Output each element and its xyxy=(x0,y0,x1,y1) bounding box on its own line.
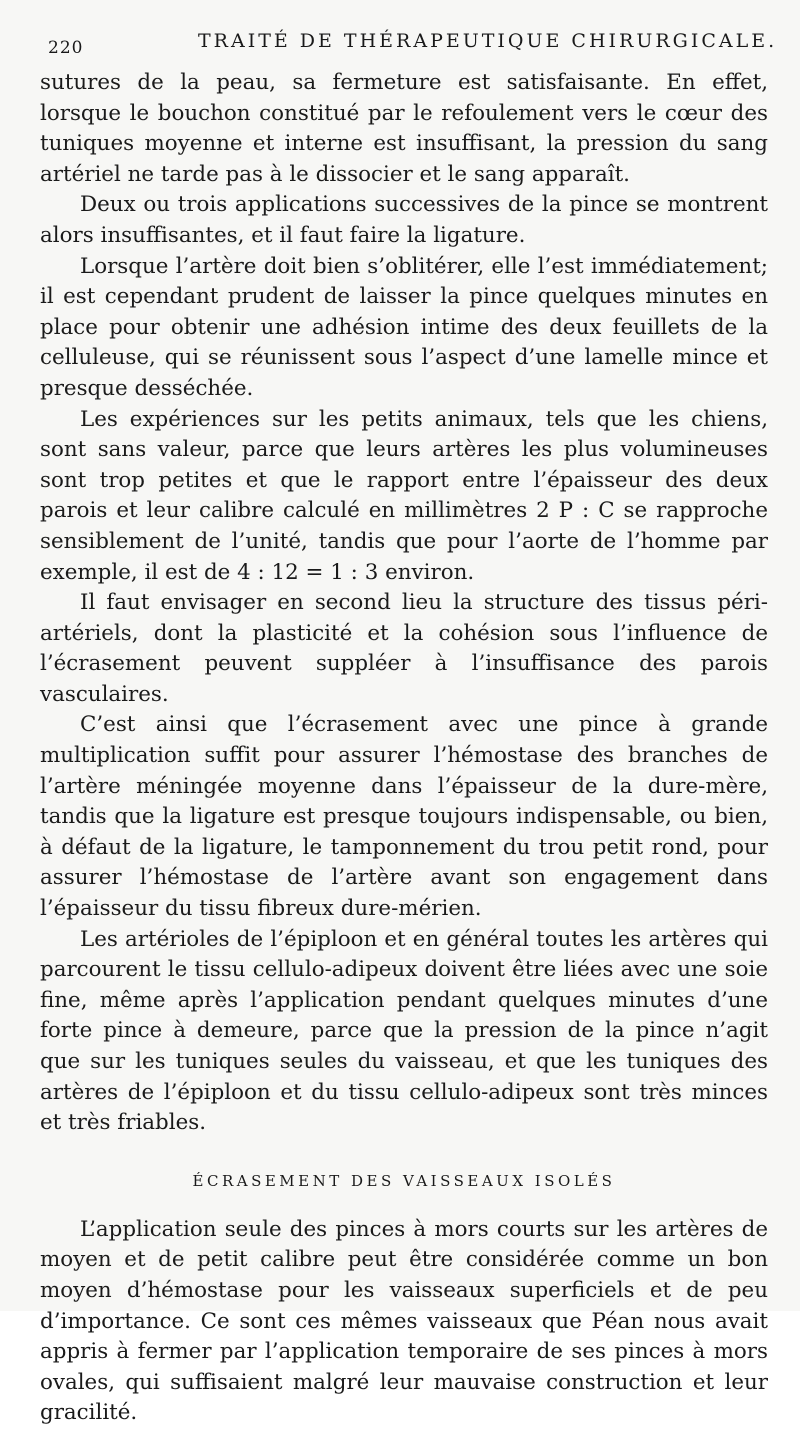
paragraph: Deux ou trois applications successives de la pince se montrent alors insuffisantes, et il faut faire la ligature. xyxy=(40,192,768,248)
body-text xyxy=(40,68,768,1429)
running-title: TRAITÉ DE THÉRAPEUTIQUE CHIRURGICALE. xyxy=(198,30,778,52)
paragraph: Lorsque l’artère doit bien s’oblitérer, elle l’est immédiatement; il est cependant prudent de laisser la pince quelques minutes en place pour obtenir une adhésion intime des deux feuillets de la celluleuse, qui se réunissent sous l’aspect d’une lamelle mince et presque desséchée. xyxy=(40,253,768,401)
paragraph: Les expériences sur les petits animaux, tels que les chiens, sont sans valeur, parce que leurs artères les plus volumineuses sont trop petites et que le rapport entre l’épaisseur des deux parois et leur calibre calculé en millimètres 2 P : C se rapproche sensiblement de l’unité, tandis que pour l’aorte de l’homme par exemple, il est de 4 : 12 = 1 : 3 environ. xyxy=(40,406,768,585)
section-heading: ÉCRASEMENT DES VAISSEAUX ISOLÉS xyxy=(192,1171,616,1190)
paragraph: C’est ainsi que l’écrasement avec une pince à grande multiplication suffit pour assurer l’hémostase des branches de l’artère méningée moyenne dans l’épaisseur de la dure-mère, tandis que la ligature est presque toujours indispensable, ou bien, à défaut de la ligature, le tamponnement du trou petit rond, pour assurer l’hémostase de l’artère avant son engagement dans l’épaisseur du tissu fibreux dure-mérien. xyxy=(40,712,768,922)
paragraph: Il faut envisager en second lieu la structure des tissus péri-artériels, dont la plasticité et la cohésion sous l’influence de l’écrasement peuvent suppléer à l’insuffisance des parois vasculaires. xyxy=(40,590,768,707)
paragraph: L’application seule des pinces à mors courts sur les artères de moyen et de petit calibre peut être considérée comme un bon moyen d’hémostase pour les vaisseaux superficiels et de peu d’importance. Ce sont ces mêmes vaisseaux que Péan nous avait appris à fermer par l’application temporaire de ses pinces à mors ovales, qui suffisaient malgré leur mauvaise construction et leur gracilité. xyxy=(40,1216,768,1426)
paragraph-continuation: sutures de la peau, sa fermeture est satisfaisante. En effet, lorsque le bouchon constitué par le refoulement vers le cœur des tuniques moyenne et interne est insuffisant, la pression du sang artériel ne tarde pas à le dissocier et le sang apparaît. xyxy=(40,70,768,187)
page-number: 220 xyxy=(48,38,84,58)
paragraph: Les artérioles de l’épiploon et en général toutes les artères qui parcourent le tissu cellulo-adipeux doivent être liées avec une soie fine, même après l’application pendant quelques minutes d’une forte pince à demeure, parce que la pression de la pince n’agit que sur les tuniques seules du vaisseau, et que les tuniques des artères de l’épiploon et du tissu cellulo-adipeux sont très minces et très friables. xyxy=(40,926,768,1136)
running-head xyxy=(40,30,778,58)
